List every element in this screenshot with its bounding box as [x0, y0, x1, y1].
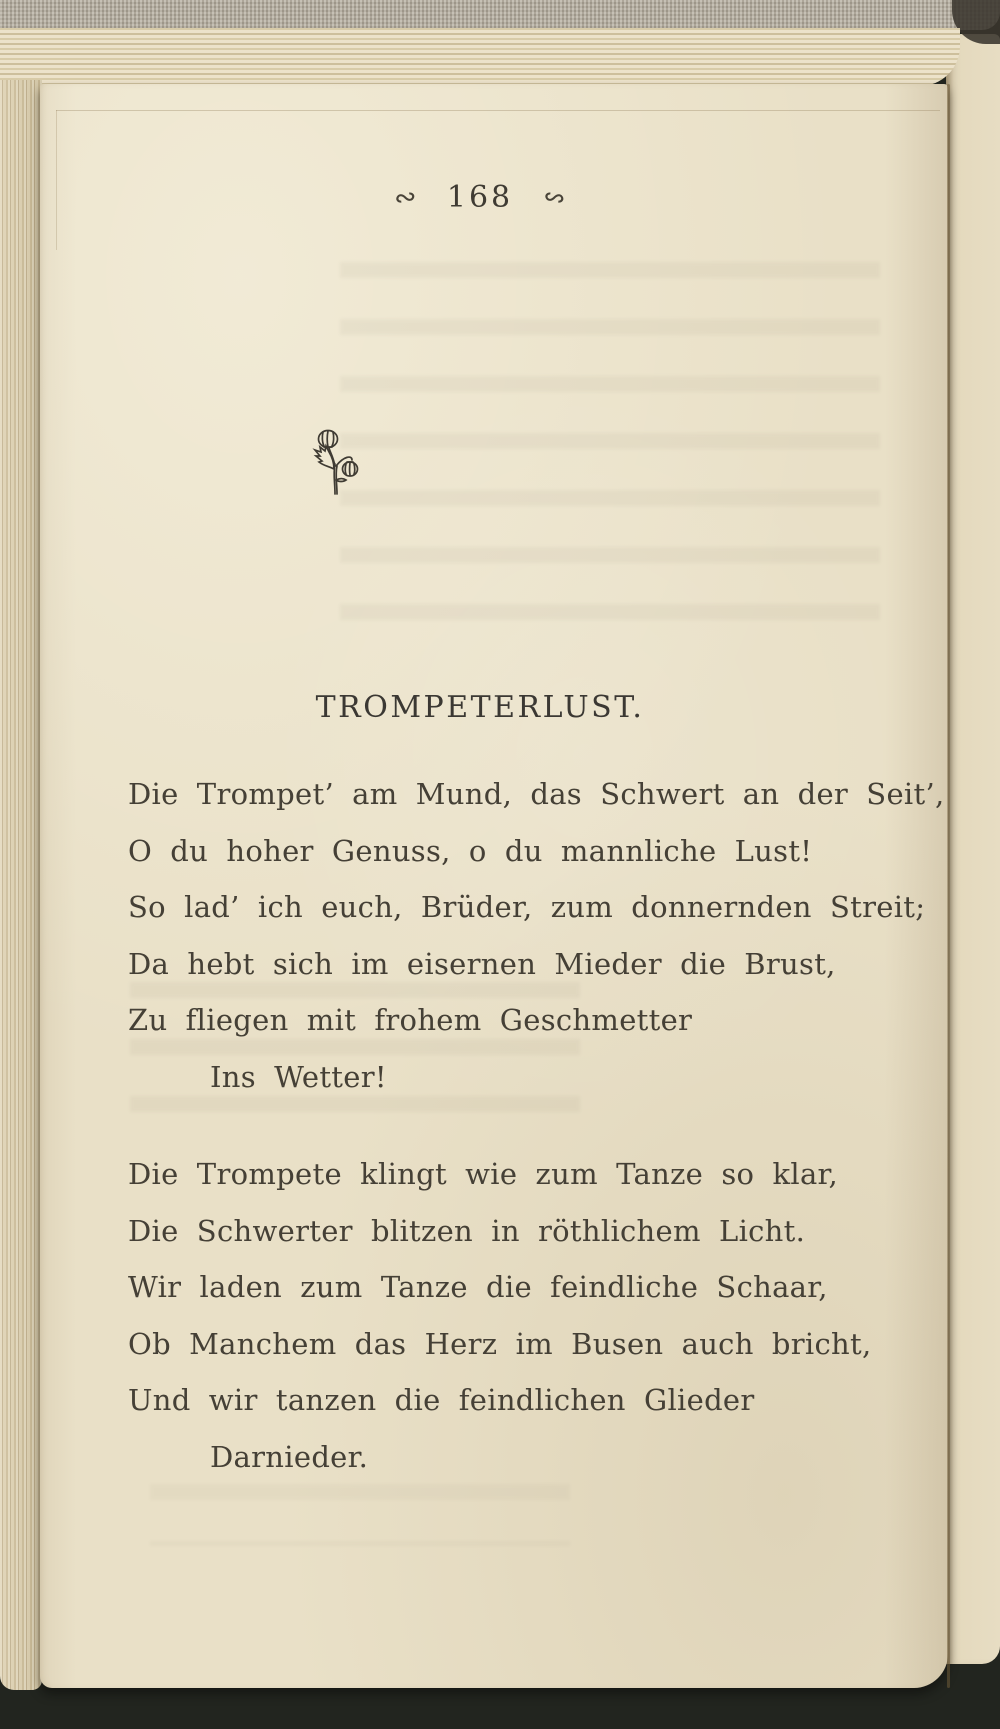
book-cover-cloth: [0, 0, 1000, 30]
poem-title: TROMPETERLUST.: [315, 690, 645, 725]
page-content: [40, 84, 945, 1688]
poem-line: Und wir tanzen die feindlichen Glieder: [128, 1383, 755, 1417]
poem-line: So lad’ ich euch, Brüder, zum donnernden Streit;: [128, 890, 926, 924]
flourish-ornament-left-icon: ∾: [392, 180, 419, 215]
page-stack-top-edges: [0, 28, 960, 86]
poem-line: Die Schwerter blitzen in röthlichem Licht.: [128, 1213, 806, 1248]
page-gutter-fold: [947, 84, 950, 1688]
poem-line: Wir laden zum Tanze die feindliche Schaar,: [128, 1270, 828, 1304]
flower-sprig-ornament-icon: [306, 422, 364, 496]
poem-line: Die Trompete klingt wie zum Tanze so klar,: [128, 1157, 839, 1191]
poem-line: Darnieder.: [210, 1439, 369, 1474]
poem-line: Die Trompet’ am Mund, das Schwert an der Seit’,: [128, 777, 945, 811]
book-page: [40, 84, 948, 1688]
poem-line: Ob Manchem das Herz im Busen auch bricht,: [128, 1326, 872, 1361]
page-number: 168: [446, 180, 514, 215]
poem-line: Ins Wetter!: [210, 1059, 387, 1094]
flourish-ornament-right-icon: ∾: [541, 180, 568, 215]
page-stack-left-edges: [0, 80, 42, 1690]
running-head: [40, 180, 920, 215]
poem-stanza-1: [128, 766, 945, 1105]
poem-stanza-2: [128, 1146, 888, 1485]
poem-line: Zu fliegen mit frohem Geschmetter: [128, 1003, 693, 1037]
poem-line: Da hebt sich im eisernen Mieder die Brust,: [128, 946, 836, 981]
next-page-edge: [946, 34, 1000, 1664]
poem-line: O du hoher Genuss, o du mannliche Lust!: [128, 833, 813, 868]
